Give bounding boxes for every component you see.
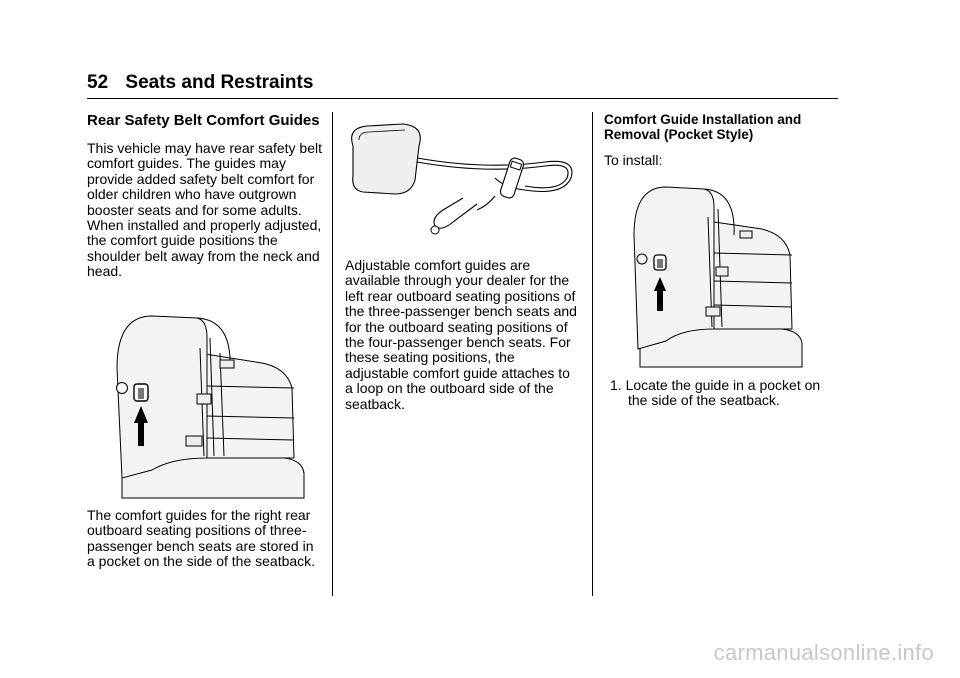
install-heading: Comfort Guide Installation and Removal (Pocket Style) [604, 112, 802, 142]
adjustable-guide-illustration [345, 118, 577, 248]
install-steps [610, 378, 838, 409]
column-1 [87, 112, 322, 280]
step-number: 1. [610, 377, 622, 393]
watermark: carmanualsonline.info [713, 640, 934, 665]
step-text: Locate the guide in a pocket on the side of the seatback. [625, 377, 821, 409]
column-divider-2 [592, 112, 593, 596]
intro-paragraph: This vehicle may have rear safety belt comfort guides. The guides may provide added safety belt comfort for older children who have outgrown booster seats and for some adults. When installed and properly adjusted, the comfort guide positions the shoulder belt away from the neck and head. [87, 140, 322, 280]
install-seat-illustration [630, 183, 806, 369]
section-heading: Rear Safety Belt Comfort Guides [87, 112, 320, 129]
install-intro: To install: [604, 152, 663, 168]
page-number: 52 [87, 72, 109, 93]
page-title: Seats and Restraints [125, 72, 314, 93]
column-divider-1 [332, 112, 333, 596]
seat-pocket-illustration [112, 308, 317, 500]
install-step [610, 378, 838, 409]
page-header [87, 72, 838, 99]
storage-paragraph: The comfort guides for the right rear outboard seating positions of three-passenger bench seats are stored in a pocket on the side of the seatback. [87, 507, 316, 570]
adjustable-guide-paragraph: Adjustable comfort guides are available through your dealer for the left rear outboard seating positions of the three-passenger bench seats and for the outboard seating positions of the four-passenger bench seats. For these seating positions, the adjustable comfort guide attaches to a loop on the outboard side of the seatback. [345, 257, 577, 412]
column-3 [604, 112, 839, 168]
